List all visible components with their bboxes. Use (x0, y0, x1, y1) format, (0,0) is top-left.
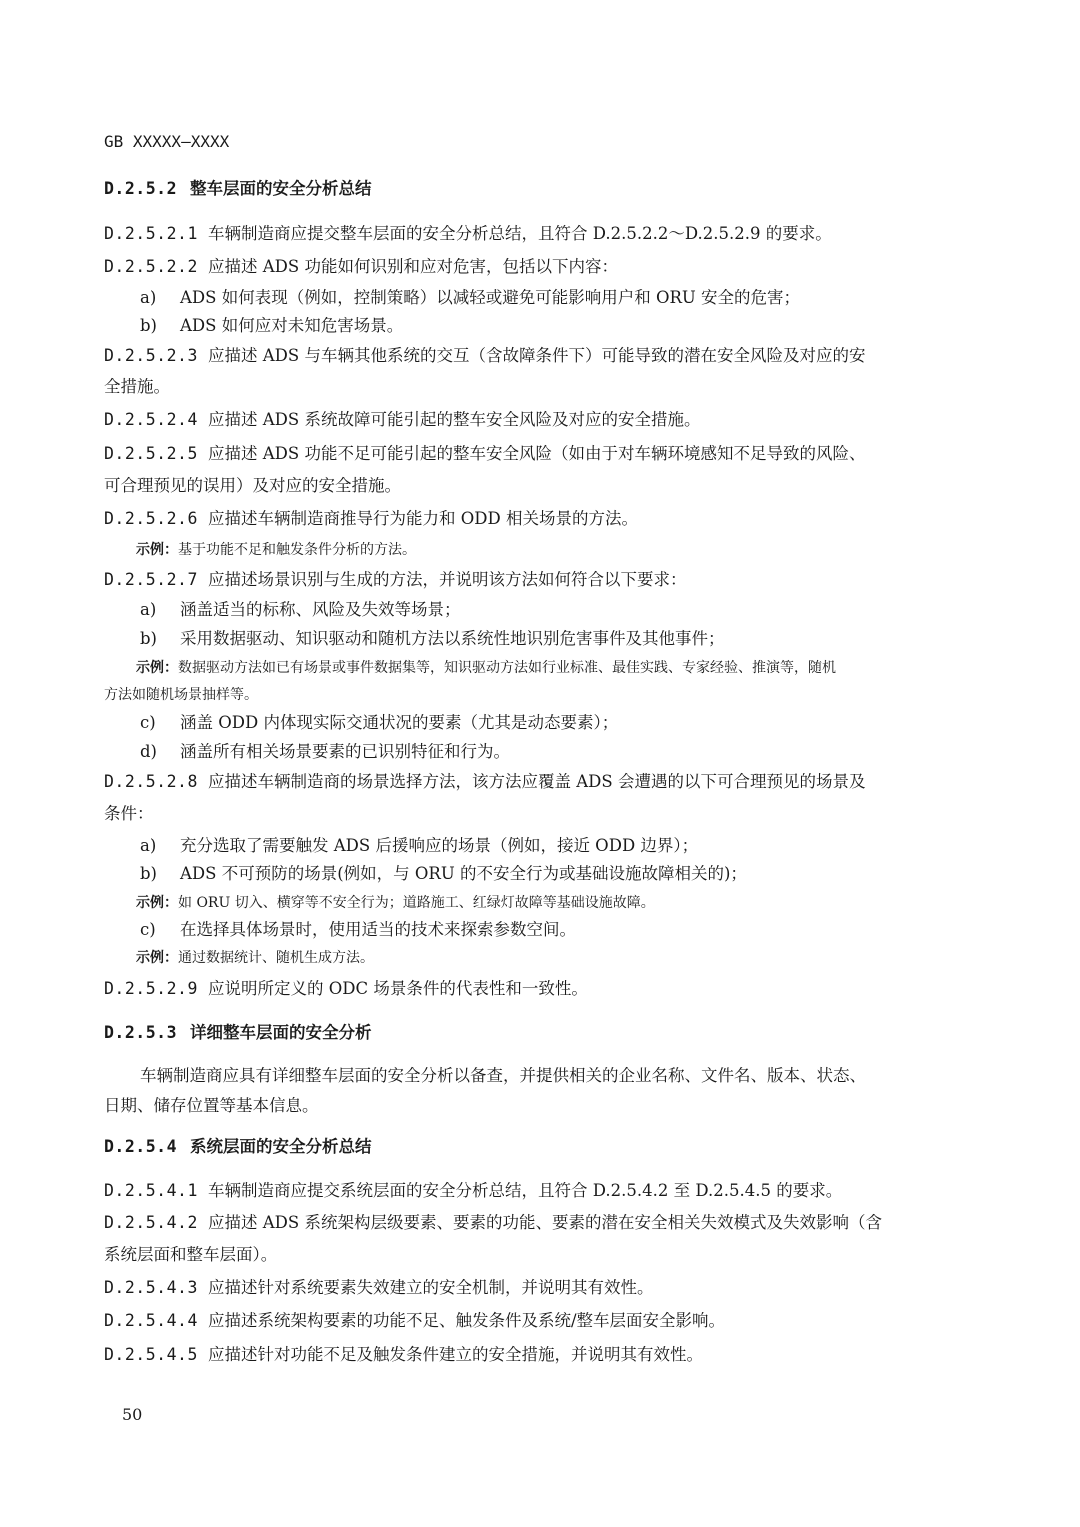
clause-d2-5-4-3 (104, 1277, 956, 1299)
clause-text: 应描述 ADS 系统架构层级要素、要素的功能、要素的潜在安全相关失效模式及失效影响（含 (208, 1213, 882, 1232)
clause-d2-5-2-5 (104, 443, 956, 465)
heading-title: 详细整车层面的安全分析 (190, 1023, 372, 1042)
clause-number: D.2.5.2.3 (104, 346, 198, 365)
list-item (140, 863, 992, 885)
clause-number: D.2.5.2.5 (104, 444, 198, 463)
list-text: ADS 如何应对未知危害场景。 (180, 316, 404, 335)
heading-title: 整车层面的安全分析总结 (190, 179, 372, 198)
clause-continuation: 系统层面和整车层面）。 (104, 1245, 278, 1264)
clause-number: D.2.5.2 (104, 179, 178, 198)
example-text: 数据驱动方法如已有场景或事件数据集等，知识驱动方法如行业标准、最佳实践、专家经验、推演等，随机 (178, 660, 836, 676)
paragraph-continuation: 日期、储存位置等基本信息。 (104, 1096, 319, 1115)
clause-continuation: 可合理预见的误用）及对应的安全措施。 (104, 476, 401, 495)
list-label: c) (140, 713, 156, 732)
list-label: a) (140, 288, 157, 307)
list-label: b) (140, 316, 157, 335)
example-label: 示例： (136, 542, 178, 558)
list-text: 采用数据驱动、知识驱动和随机方法以系统性地识别危害事件及其他事件； (180, 629, 725, 648)
clause-d2-5-4-5 (104, 1344, 956, 1366)
clause-d2-5-2-4 (104, 409, 956, 431)
clause-text: 应描述车辆制造商的场景选择方法，该方法应覆盖 ADS 会遭遇的以下可合理预见的场景及 (208, 772, 866, 791)
clause-d2-5-2-9 (104, 978, 956, 1000)
clause-text: 车辆制造商应提交整车层面的安全分析总结，且符合 D.2.5.2.2～D.2.5.2.9 的要求。 (208, 224, 832, 243)
clause-d2-5-2-1 (104, 223, 956, 245)
clause-d2-5-4-4 (104, 1310, 956, 1332)
list-text: 在选择具体场景时，使用适当的技术来探索参数空间。 (180, 920, 576, 939)
clause-d2-5-2-8 (104, 771, 956, 793)
paragraph: 车辆制造商应具有详细整车层面的安全分析以备查，并提供相关的企业名称、文件名、版本、状态、 (140, 1066, 866, 1085)
example-note (136, 657, 988, 679)
example-continuation: 方法如随机场景抽样等。 (104, 687, 258, 703)
list-label: a) (140, 600, 157, 619)
section-heading-d2-5-4 (104, 1136, 956, 1158)
clause-number: D.2.5.3 (104, 1023, 178, 1042)
list-text: 涵盖 ODD 内体现实际交通状况的要素（尤其是动态要素）； (180, 713, 619, 732)
document-header: GB XXXXX—XXXX (104, 132, 230, 151)
section-heading-d2-5-2 (104, 178, 956, 200)
clause-number: D.2.5.2.7 (104, 570, 198, 589)
list-text: 涵盖适当的标称、风险及失效等场景； (180, 600, 461, 619)
clause-d2-5-4-1 (104, 1180, 956, 1202)
example-label: 示例： (136, 950, 178, 966)
list-label: d) (140, 742, 157, 761)
example-text: 通过数据统计、随机生成方法。 (178, 950, 374, 966)
clause-number: D.2.5.2.4 (104, 410, 198, 429)
list-label: c) (140, 920, 156, 939)
clause-d2-5-2-2 (104, 256, 956, 278)
clause-text: 应描述 ADS 与车辆其他系统的交互（含故障条件下）可能导致的潜在安全风险及对应的安 (208, 346, 866, 365)
clause-number: D.2.5.4 (104, 1137, 178, 1156)
clause-d2-5-2-3 (104, 345, 956, 367)
clause-d2-5-2-6 (104, 508, 956, 530)
clause-number: D.2.5.4.3 (104, 1278, 198, 1297)
clause-text: 应描述 ADS 系统故障可能引起的整车安全风险及对应的安全措施。 (208, 410, 701, 429)
list-label: b) (140, 629, 157, 648)
clause-number: D.2.5.2.2 (104, 257, 198, 276)
clause-continuation: 条件： (104, 804, 154, 823)
clause-text: 应描述 ADS 功能不足可能引起的整车安全风险（如由于对车辆环境感知不足导致的风险、 (208, 444, 866, 463)
list-text: ADS 如何表现（例如，控制策略）以减轻或避免可能影响用户和 ORU 安全的危害； (180, 288, 801, 307)
page-number: 50 (122, 1405, 143, 1424)
list-label: b) (140, 864, 157, 883)
heading-title: 系统层面的安全分析总结 (190, 1137, 372, 1156)
section-heading-d2-5-3 (104, 1022, 956, 1044)
clause-text: 应描述车辆制造商推导行为能力和 ODD 相关场景的方法。 (208, 509, 638, 528)
example-label: 示例： (136, 660, 178, 676)
clause-number: D.2.5.2.6 (104, 509, 198, 528)
example-text: 如 ORU 切入、横穿等不安全行为；道路施工、红绿灯故障等基础设施故障。 (178, 895, 655, 911)
list-item (140, 315, 992, 337)
clause-number: D.2.5.4.2 (104, 1213, 198, 1232)
clause-text: 应描述 ADS 功能如何识别和应对危害，包括以下内容： (208, 257, 618, 276)
list-item (140, 741, 992, 763)
clause-d2-5-4-2 (104, 1212, 956, 1234)
clause-number: D.2.5.2.8 (104, 772, 198, 791)
list-text: 涵盖所有相关场景要素的已识别特征和行为。 (180, 742, 510, 761)
example-note (136, 947, 988, 969)
example-label: 示例： (136, 895, 178, 911)
clause-text: 应描述系统架构要素的功能不足、触发条件及系统/整车层面安全影响。 (208, 1311, 726, 1330)
clause-number: D.2.5.2.1 (104, 224, 198, 243)
list-label: a) (140, 836, 157, 855)
clause-number: D.2.5.4.4 (104, 1311, 198, 1330)
list-item (140, 287, 992, 309)
example-text: 基于功能不足和触发条件分析的方法。 (178, 542, 416, 558)
clause-text: 车辆制造商应提交系统层面的安全分析总结，且符合 D.2.5.4.2 至 D.2.5.4.5 的要求。 (208, 1181, 843, 1200)
clause-text: 应描述针对功能不足及触发条件建立的安全措施，并说明其有效性。 (208, 1345, 703, 1364)
list-text: ADS 不可预防的场景(例如，与 ORU 的不安全行为或基础设施故障相关的)； (180, 864, 747, 883)
example-note (136, 539, 988, 561)
list-text: 充分选取了需要触发 ADS 后援响应的场景（例如，接近 ODD 边界）； (180, 836, 699, 855)
list-item (140, 712, 992, 734)
clause-text: 应描述场景识别与生成的方法，并说明该方法如何符合以下要求： (208, 570, 687, 589)
clause-number: D.2.5.4.1 (104, 1181, 198, 1200)
clause-text: 应描述针对系统要素失效建立的安全机制，并说明其有效性。 (208, 1278, 654, 1297)
clause-continuation: 全措施。 (104, 377, 170, 396)
clause-d2-5-2-7 (104, 569, 956, 591)
clause-number: D.2.5.4.5 (104, 1345, 198, 1364)
clause-number: D.2.5.2.9 (104, 979, 198, 998)
list-item (140, 835, 992, 857)
list-item (140, 599, 992, 621)
list-item (140, 628, 992, 650)
clause-text: 应说明所定义的 ODC 场景条件的代表性和一致性。 (208, 979, 588, 998)
list-item (140, 919, 992, 941)
example-note (136, 892, 988, 914)
